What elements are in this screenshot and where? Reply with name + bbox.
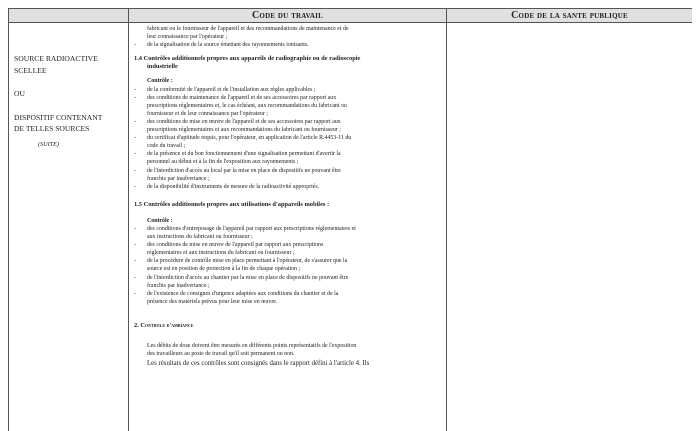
bullet-item-cont: code du travail ; (147, 143, 186, 150)
regulation-table (8, 8, 692, 431)
table-header-row (9, 9, 693, 23)
source-label-cell (9, 23, 129, 431)
bullet-item-cont: présence des matériels prévus pour leur mise en œuvre. (147, 298, 278, 305)
section-1-4-title-cont: industrielle (147, 63, 178, 71)
bullet-item: - des conditions de mise en œuvre de l'appareil par rapport aux prescriptions (134, 241, 441, 249)
source-label-line: SOURCE RADIOACTIVE (14, 54, 98, 63)
table-body-row (9, 23, 693, 431)
code-travail-cell (129, 23, 447, 431)
bullet-item: - de la disponibilité d'instruments de mesure de la radioactivité appropriés. (134, 183, 441, 191)
paragraph-line: Les résultats de ces contrôles sont consignés dans le rapport défini à l'article 4. Ils (147, 360, 370, 368)
source-label-or: OU (14, 89, 25, 98)
bullet-item-cont: franchis par inadvertance ; (147, 175, 210, 182)
bullet-item: - du certificat d'aptitude requis, pour l'opérateur, en application de l'article R.4453-11 du (134, 134, 441, 142)
section-1-5-title: 1.5 Contrôles additionnels propres aux utilisations d'appareils mobiles : (134, 200, 330, 208)
bullet-item: - de la présence et du bon fonctionnement d'une signalisation permettant d'avertir la (134, 150, 441, 158)
bullet-item-cont: aux instructions du fabricant ou fournisseur ; (147, 234, 253, 241)
bullet-item: - de l'interdiction d'accès au local par la mise en place de dispositifs ne pouvant être (134, 167, 441, 175)
source-label-line: DISPOSITIF CONTENANT (14, 112, 103, 122)
bullet-item-cont: franchis par inadvertance ; (147, 282, 210, 289)
bullet-item: - de la signalisation de la source émettant des rayonnements ionisants. (134, 41, 441, 49)
paragraph-line: des travailleurs au poste de travail qu'il soit permanent ou non. (147, 351, 295, 358)
section-2-title: 2. Controle d'ambiance (134, 321, 194, 329)
section-1-4-subtitle: Contrôle : (147, 78, 173, 85)
bullet-item-cont: réglementaires et aux instructions du fabricant ou fournisseur ; (147, 250, 295, 257)
section-1-4-title: 1.4 Contrôles additionnels propres aux appareils de radiographie ou de radioscopie (134, 55, 361, 63)
header-empty-cell (9, 9, 129, 23)
bullet-item: - de l'existence de consignes d'urgence adaptées aux conditions du chantier et de la (134, 290, 441, 298)
section-1-5-subtitle: Contrôle : (147, 217, 173, 224)
bullet-item: - de la conformité de l'appareil et de l'installation aux règles applicables ; (134, 86, 441, 94)
bullet-item: - des conditions de mise en œuvre de l'appareil et de ses accessoires par rapport aux (134, 118, 441, 126)
bullet-item-cont: prescriptions réglementaires et aux recommandations du fabricant ou fournisseur ; (147, 127, 341, 134)
code-sante-cell (447, 23, 693, 431)
bullet-item: - de l'interdiction d'accès au chantier par la mise en place de dispositifs ne pouvant être (134, 274, 441, 282)
bullet-item-cont: prescriptions réglementaires et, le cas échéant, aux recommandations du fabricant ou (147, 102, 347, 109)
document-page (8, 8, 692, 431)
bullet-item-cont: source est en position de protection à la fin de chaque opération ; (147, 266, 301, 273)
bullet-item: - des conditions d'entreposage de l'appareil par rapport aux prescriptions réglementaires et (134, 225, 441, 233)
bullet-item-cont: personnel au début et à la fin de l'exposition aux rayonnements ; (147, 159, 299, 166)
text-line: fabricant ou le fournisseur de l'appareil et des recommandations de maintenance et de (147, 26, 349, 32)
header-code-travail: Code du travail (129, 9, 447, 23)
text-line: leur connaissance par l'opérateur ; (147, 34, 228, 41)
bullet-item-cont: fournisseur et de leur connaissance par l'opérateur ; (147, 110, 268, 117)
source-label-line: DE TELLES SOURCES (14, 124, 90, 133)
source-label-line: SCELLEE (14, 65, 47, 75)
continued-label: (SUITE) (38, 140, 59, 148)
bullet-item: - de la procédure de contrôle mise en place permettant à l'opérateur, de s'assurer que la (134, 257, 441, 265)
paragraph-line: Les débits de dose doivent être mesurés en différents points représentatifs de l'exposition (147, 343, 357, 349)
header-code-sante: Code de la sante publique (447, 9, 693, 23)
bullet-item: - des conditions de maintenance de l'appareil et de ses accessoires par rapport aux (134, 94, 441, 102)
